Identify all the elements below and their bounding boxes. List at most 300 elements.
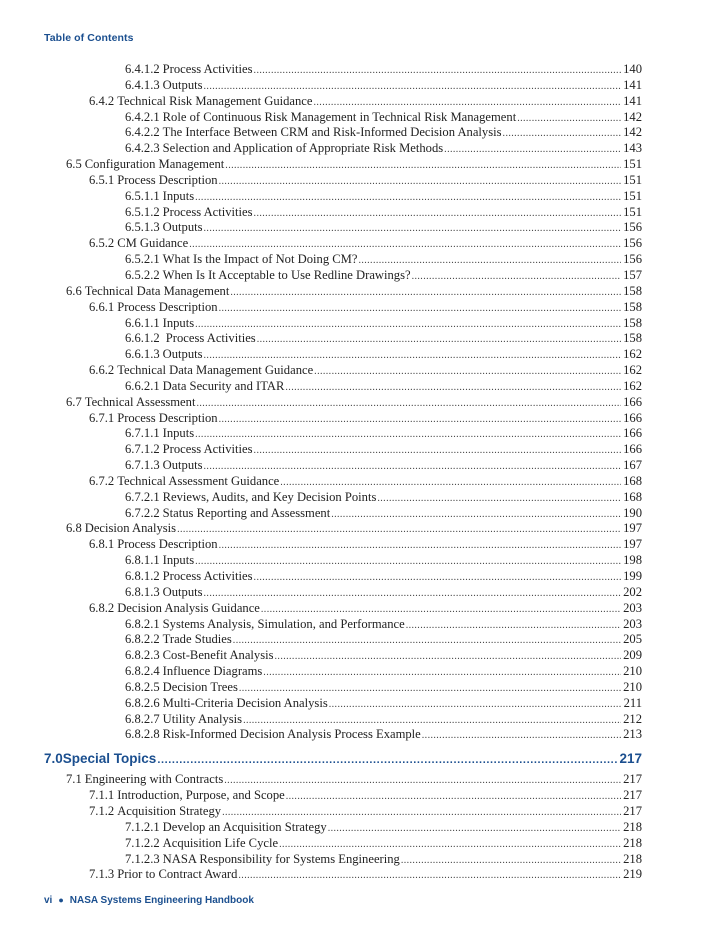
toc-entry[interactable] xyxy=(0,411,728,427)
toc-entry-page: 190 xyxy=(623,505,642,520)
dot-leader xyxy=(195,317,621,333)
toc-entry[interactable] xyxy=(0,347,728,363)
toc-entry-row xyxy=(125,189,642,206)
toc-entry-number: 6.6.1.3 xyxy=(125,347,160,362)
dot-leader xyxy=(157,748,618,772)
toc-entry[interactable] xyxy=(0,852,728,868)
dot-leader xyxy=(406,618,621,634)
toc-entry[interactable] xyxy=(0,617,728,633)
toc-entry[interactable] xyxy=(0,316,728,332)
toc-entry-number: 6.8.2.5 xyxy=(125,679,160,694)
toc-entry-title: Status Reporting and Assessment xyxy=(162,505,331,520)
toc-entry-row xyxy=(125,205,642,222)
dot-leader xyxy=(358,253,621,269)
toc-entry-number: 6.6.1 xyxy=(89,299,115,314)
toc-entry-page: 158 xyxy=(623,299,642,314)
toc-entry-page: 168 xyxy=(623,473,642,488)
toc-entry-row xyxy=(125,316,642,333)
toc-entry[interactable] xyxy=(0,205,728,221)
toc-entry-page: 156 xyxy=(623,252,642,267)
toc-entry-title: The Interface Between CRM and Risk-Informed Decision Analysis xyxy=(162,125,502,140)
toc-entry[interactable] xyxy=(0,506,728,522)
toc-entry-title: Process Description xyxy=(117,299,218,314)
toc-entry[interactable] xyxy=(0,173,728,189)
toc-entry-page: 162 xyxy=(623,378,642,393)
toc-entry-title: Multi-Criteria Decision Analysis xyxy=(162,695,328,710)
toc-entry-number: 6.7.1 xyxy=(89,410,115,425)
bullet-icon: ● xyxy=(58,895,64,905)
toc-entry-row xyxy=(125,125,642,142)
dot-leader xyxy=(401,853,621,869)
dot-leader xyxy=(280,475,621,491)
toc-entry-number: 6.8.2.1 xyxy=(125,616,160,631)
toc-entry-title: Outputs xyxy=(162,77,203,92)
toc-entry-page: 162 xyxy=(623,347,642,362)
dot-leader xyxy=(329,697,621,713)
toc-entry-title: Decision Analysis Guidance xyxy=(117,600,260,615)
toc-entry[interactable] xyxy=(0,490,728,506)
toc-entry-page: 213 xyxy=(623,727,642,742)
toc-entry[interactable] xyxy=(0,696,728,712)
toc-entry-number: 6.4.1.3 xyxy=(125,77,160,92)
toc-entry[interactable] xyxy=(0,836,728,852)
toc-entry-title: Process Activities xyxy=(162,62,253,76)
toc-entry-row xyxy=(89,411,642,428)
page-footer xyxy=(44,895,254,906)
toc-entry[interactable] xyxy=(0,867,728,883)
dot-leader xyxy=(279,837,621,853)
toc-entry-page: 217 xyxy=(623,788,642,803)
toc-entry-row xyxy=(44,747,642,772)
toc-entry-title: Inputs xyxy=(162,426,195,441)
toc-entry[interactable] xyxy=(0,268,728,284)
toc-entry-number: 7.0 xyxy=(44,751,63,767)
toc-entry-title: Introduction, Purpose, and Scope xyxy=(117,788,285,803)
toc-entry[interactable] xyxy=(0,62,728,78)
toc-entry-row xyxy=(125,347,642,364)
toc-entry-number: 6.5.2 xyxy=(89,236,115,251)
toc-entry-number: 6.8.1.3 xyxy=(125,584,160,599)
toc-entry-number: 6.8.2.8 xyxy=(125,727,160,742)
toc-entry-page: 218 xyxy=(623,819,642,834)
toc-entry-row xyxy=(125,506,642,523)
toc-entry[interactable] xyxy=(0,772,728,788)
toc-entry-row xyxy=(66,284,642,301)
toc-entry-row xyxy=(125,632,642,649)
toc-entry-title: Technical Risk Management Guidance xyxy=(117,93,313,108)
dot-leader xyxy=(254,443,621,459)
toc-entry-page: 217 xyxy=(619,751,642,767)
toc-entry-number: 7.1.3 xyxy=(89,867,115,882)
toc-entry-title: Trade Studies xyxy=(162,632,232,647)
toc-entry-number: 6.4.2 xyxy=(89,93,115,108)
toc-entry-number: 6.4.2.2 xyxy=(125,125,160,140)
toc-entry-number: 6.5.1.2 xyxy=(125,204,160,219)
toc-entry-number: 6.8 xyxy=(66,521,82,536)
toc-entry-number: 6.6 xyxy=(66,283,82,298)
toc-entry[interactable] xyxy=(0,426,728,442)
toc-entry-page: 218 xyxy=(623,835,642,850)
toc-entry-number: 6.5 xyxy=(66,157,82,172)
toc-entry[interactable] xyxy=(0,300,728,316)
toc-entry-page: 212 xyxy=(623,711,642,726)
toc-entry-page: 211 xyxy=(623,695,642,710)
toc-entry-page: 162 xyxy=(623,363,642,378)
toc-entry-number: 6.5.1 xyxy=(89,172,115,187)
toc-entry[interactable] xyxy=(0,569,728,585)
dot-leader xyxy=(219,412,621,428)
toc-entry-title: Outputs xyxy=(162,584,203,599)
toc-entry-title: Risk-Informed Decision Analysis Process Example xyxy=(162,727,421,742)
toc-entry-row xyxy=(125,852,642,869)
dot-leader xyxy=(444,142,621,158)
toc-entry-row xyxy=(89,236,642,253)
toc-entry-row xyxy=(66,521,642,538)
toc-entry[interactable] xyxy=(0,363,728,379)
toc-entry-title: Technical Assessment xyxy=(84,394,196,409)
toc-entry-row xyxy=(89,804,642,821)
toc-entry-page: 143 xyxy=(623,141,642,156)
toc-entry-title: Process Description xyxy=(117,410,218,425)
toc-entry-number: 6.8.2.3 xyxy=(125,648,160,663)
toc-entry-title: Cost-Benefit Analysis xyxy=(162,648,274,663)
toc-entry-row xyxy=(125,820,642,837)
toc-entry-number: 6.8.1.1 xyxy=(125,553,160,568)
toc-entry-number: 6.4.2.3 xyxy=(125,141,160,156)
toc-entry-title: Selection and Application of Appropriate Risk Methods xyxy=(162,141,444,156)
dot-leader xyxy=(239,681,621,697)
toc-entry-page: 142 xyxy=(623,109,642,124)
toc-entry[interactable] xyxy=(0,442,728,458)
toc-entry-page: 197 xyxy=(623,537,642,552)
toc-entry-title: CM Guidance xyxy=(117,236,189,251)
dot-leader xyxy=(254,63,621,79)
toc-entry-row xyxy=(125,426,642,443)
toc-entry-row xyxy=(125,458,642,475)
toc-entry-row xyxy=(89,867,642,884)
dot-leader xyxy=(195,427,621,443)
dot-leader xyxy=(204,348,621,364)
toc-entry-row xyxy=(125,712,642,729)
dot-leader xyxy=(285,380,621,396)
toc-entry-row xyxy=(89,94,642,111)
toc-entry-page: 197 xyxy=(623,521,642,536)
dot-leader xyxy=(224,773,621,789)
toc-entry[interactable] xyxy=(0,727,728,743)
toc-entry-number: 7.1.2 xyxy=(89,803,115,818)
toc-entry-row xyxy=(125,664,642,681)
dot-leader xyxy=(243,713,621,729)
toc-entry-row xyxy=(125,648,642,665)
toc-entry-page: 141 xyxy=(623,77,642,92)
dot-leader xyxy=(314,364,621,380)
toc-entry-title: Decision Trees xyxy=(162,679,238,694)
toc-entry-row xyxy=(66,772,642,789)
toc-entry-title: Outputs xyxy=(162,458,203,473)
dot-leader xyxy=(204,459,621,475)
toc-entry-row xyxy=(89,173,642,190)
toc-entry-page: 166 xyxy=(623,442,642,457)
toc-entry-row xyxy=(125,252,642,269)
dot-leader xyxy=(233,633,621,649)
toc-entry-title: Process Activities xyxy=(162,442,253,457)
toc-entry-number: 6.6.2.1 xyxy=(125,378,160,393)
toc-entry[interactable] xyxy=(0,379,728,395)
dot-leader xyxy=(328,821,621,837)
toc-entry-number: 6.7 xyxy=(66,394,82,409)
toc-entry-title: Process Activities xyxy=(162,569,253,583)
toc-entry-page: 218 xyxy=(623,851,642,866)
toc-entry-row xyxy=(89,363,642,380)
dot-leader xyxy=(257,332,621,348)
toc-entry[interactable] xyxy=(0,458,728,474)
toc-entry[interactable] xyxy=(0,125,728,141)
toc-entry-page: 151 xyxy=(623,157,642,172)
toc-entry-row xyxy=(125,442,642,459)
toc-entry-page: 203 xyxy=(623,600,642,615)
toc-entry-title: Reviews, Audits, and Key Decision Points xyxy=(162,489,377,504)
dot-leader xyxy=(219,538,621,554)
dot-leader xyxy=(219,174,621,190)
toc-entry-row xyxy=(125,268,642,285)
toc-entry-title: Configuration Management xyxy=(84,157,225,172)
toc-entry-page: 151 xyxy=(623,188,642,203)
toc-entry[interactable] xyxy=(0,395,728,411)
toc-entry-title: Acquisition Strategy xyxy=(117,803,222,818)
toc-entry-title: NASA Responsibility for Systems Engineering xyxy=(162,851,400,866)
toc-entry-row xyxy=(125,617,642,634)
toc-entry-number: 6.5.1.3 xyxy=(125,220,160,235)
toc-entry-page: 156 xyxy=(623,236,642,251)
toc-entry-page: 202 xyxy=(623,584,642,599)
toc-entry-row xyxy=(66,157,642,174)
toc-entry-title: Inputs xyxy=(162,188,195,203)
toc-entry[interactable] xyxy=(0,664,728,680)
toc-entry[interactable] xyxy=(0,648,728,664)
toc-entry-row xyxy=(125,585,642,602)
dot-leader xyxy=(204,586,621,602)
toc-entry-page: 158 xyxy=(623,331,642,346)
toc-entry[interactable] xyxy=(0,537,728,553)
toc-entry[interactable] xyxy=(0,680,728,696)
dot-leader xyxy=(189,237,621,253)
toc-entry-row xyxy=(125,110,642,127)
toc-entry-number: 7.1.2.1 xyxy=(125,819,160,834)
toc-entry-title: Inputs xyxy=(162,315,195,330)
toc-entry-page: 157 xyxy=(623,267,642,282)
dot-leader xyxy=(331,507,621,523)
toc-entry[interactable] xyxy=(0,141,728,157)
toc-entry-row xyxy=(125,696,642,713)
toc-entry-page: 151 xyxy=(623,204,642,219)
toc-entry[interactable] xyxy=(0,220,728,236)
toc-entry-number: 6.7.1.1 xyxy=(125,426,160,441)
toc-entry-number: 6.7.2.2 xyxy=(125,505,160,520)
dot-leader xyxy=(254,206,621,222)
toc-entry[interactable] xyxy=(0,284,728,300)
toc-entry-page: 166 xyxy=(623,410,642,425)
toc-entry-number: 7.1.2.3 xyxy=(125,851,160,866)
toc-entry-page: 151 xyxy=(623,172,642,187)
book-title: NASA Systems Engineering Handbook xyxy=(69,895,254,906)
toc-entry[interactable] xyxy=(0,601,728,617)
toc-entry-title: Systems Analysis, Simulation, and Performance xyxy=(162,616,405,631)
toc-entry-title: Decision Analysis xyxy=(84,521,177,536)
dot-leader xyxy=(177,522,621,538)
toc-entry[interactable] xyxy=(0,820,728,836)
toc-entry-page: 142 xyxy=(623,125,642,140)
toc-entry-number: 6.8.2.7 xyxy=(125,711,160,726)
dot-leader xyxy=(204,221,621,237)
toc-entry-row xyxy=(125,379,642,396)
dot-leader xyxy=(254,570,621,586)
toc-entry-row xyxy=(125,78,642,95)
toc-entry[interactable] xyxy=(0,521,728,537)
toc-entry[interactable] xyxy=(0,804,728,820)
toc-entry-title: Utility Analysis xyxy=(162,711,243,726)
toc-entry-number: 6.8.2.2 xyxy=(125,632,160,647)
dot-leader xyxy=(412,269,621,285)
toc-entry-number: 6.8.2 xyxy=(89,600,115,615)
toc-entry-number: 7.1.1 xyxy=(89,788,115,803)
toc-entry-title: Role of Continuous Risk Management in Technical Risk Management xyxy=(162,109,517,124)
dot-leader xyxy=(195,190,621,206)
toc-entry-page: 217 xyxy=(623,803,642,818)
toc-entry-number: 6.5.2.2 xyxy=(125,267,160,282)
toc-entry[interactable] xyxy=(0,331,728,347)
toc-entry-row xyxy=(125,490,642,507)
dot-leader xyxy=(222,805,621,821)
toc-entry-number: 6.7.1.3 xyxy=(125,458,160,473)
dot-leader xyxy=(377,491,621,507)
toc-entry-page: 168 xyxy=(623,489,642,504)
toc-entry-row xyxy=(125,220,642,237)
toc-entry-title: Process Activities xyxy=(162,204,253,219)
toc-entry[interactable] xyxy=(0,712,728,728)
dot-leader xyxy=(238,868,621,884)
toc-entry-row xyxy=(66,395,642,412)
toc-entry[interactable] xyxy=(0,788,728,804)
toc-entry-page: 158 xyxy=(623,315,642,330)
toc-entry-row xyxy=(125,553,642,570)
toc-entry-title: Engineering with Contracts xyxy=(84,772,224,787)
toc-entry-page: 140 xyxy=(623,62,642,76)
toc-entry-title: Outputs xyxy=(162,220,203,235)
toc-entry-row xyxy=(125,680,642,697)
toc-entry-number: 6.8.2.6 xyxy=(125,695,160,710)
toc-entry[interactable] xyxy=(0,110,728,126)
toc-entry[interactable] xyxy=(0,474,728,490)
toc-entry-number: 6.4.2.1 xyxy=(125,109,160,124)
dot-leader xyxy=(286,789,621,805)
toc-chapter-entry[interactable] xyxy=(0,747,728,771)
toc-entry-title: What Is the Impact of Not Doing CM? xyxy=(162,252,358,267)
dot-leader xyxy=(225,158,621,174)
toc-entry-page: 205 xyxy=(623,632,642,647)
toc-entry[interactable] xyxy=(0,78,728,94)
toc-entry-row xyxy=(89,537,642,554)
dot-leader xyxy=(230,285,621,301)
toc-entry-number: 6.6.2 xyxy=(89,363,115,378)
toc-entry-number: 6.4.1.2 xyxy=(125,62,160,76)
toc-entry-number: 6.7.1.2 xyxy=(125,442,160,457)
toc-entry-title: Inputs xyxy=(162,553,195,568)
dot-leader xyxy=(314,95,622,111)
toc-entry-row xyxy=(125,331,642,348)
toc-entry[interactable] xyxy=(0,157,728,173)
toc-entry-number: 6.8.2.4 xyxy=(125,664,160,679)
toc-entry-number: 7.1 xyxy=(66,772,82,787)
toc-entry-title: Process Description xyxy=(117,537,218,552)
toc-entry[interactable] xyxy=(0,553,728,569)
toc-entry-title: Technical Assessment Guidance xyxy=(117,473,280,488)
toc-entry[interactable] xyxy=(0,632,728,648)
toc-entry-row xyxy=(89,300,642,317)
toc-entry-title: Develop an Acquisition Strategy xyxy=(162,819,327,834)
toc-entry-number: 6.5.2.1 xyxy=(125,252,160,267)
toc-entry-page: 203 xyxy=(623,616,642,631)
dot-leader xyxy=(204,79,621,95)
toc-entry-number: 6.7.2.1 xyxy=(125,489,160,504)
toc-entry-page: 217 xyxy=(623,772,642,787)
dot-leader xyxy=(517,111,621,127)
toc-entry-row xyxy=(125,62,642,79)
toc-entry[interactable] xyxy=(0,252,728,268)
toc-entry-row xyxy=(125,727,642,744)
toc-entry-page: 199 xyxy=(623,569,642,583)
dot-leader xyxy=(219,301,621,317)
toc-entry-page: 141 xyxy=(623,93,642,108)
dot-leader xyxy=(195,554,621,570)
toc-entry-title: Process Description xyxy=(117,172,218,187)
toc-entry[interactable] xyxy=(0,236,728,252)
toc-entry-row xyxy=(89,601,642,618)
dot-leader xyxy=(261,602,621,618)
toc-entry[interactable] xyxy=(0,94,728,110)
toc-entry-page: 156 xyxy=(623,220,642,235)
toc-entry-title: Outputs xyxy=(162,347,203,362)
toc-entry-page: 210 xyxy=(623,664,642,679)
toc-entry-number: 6.6.1.1 xyxy=(125,315,160,330)
dot-leader xyxy=(263,665,621,681)
toc-entry-number: 7.1.2.2 xyxy=(125,835,160,850)
toc-entry-title: Influence Diagrams xyxy=(162,664,263,679)
toc-entry-page: 210 xyxy=(623,679,642,694)
toc-entry-row xyxy=(125,569,642,586)
toc-entry-title: Data Security and ITAR xyxy=(162,378,285,393)
toc-entry-row xyxy=(125,141,642,158)
toc-entry-row xyxy=(89,788,642,805)
toc-entry-number: 6.8.1.2 xyxy=(125,569,160,583)
toc-entry[interactable] xyxy=(0,189,728,205)
toc-entry-title: Special Topics xyxy=(62,751,157,767)
toc-entry-title: Process Activities xyxy=(162,331,256,346)
table-of-contents xyxy=(0,62,728,883)
toc-entry-row xyxy=(89,474,642,491)
toc-entry-page: 166 xyxy=(623,394,642,409)
dot-leader xyxy=(503,126,621,142)
toc-entry-title: Prior to Contract Award xyxy=(117,867,238,882)
toc-entry-title: Technical Data Management xyxy=(84,283,230,298)
toc-entry-page: 167 xyxy=(623,458,642,473)
dot-leader xyxy=(275,649,621,665)
toc-entry[interactable] xyxy=(0,585,728,601)
dot-leader xyxy=(422,728,621,744)
page-number: vi xyxy=(44,895,53,906)
toc-entry-page: 198 xyxy=(623,553,642,568)
page-header-title: Table of Contents xyxy=(44,32,134,44)
toc-entry-page: 209 xyxy=(623,648,642,663)
